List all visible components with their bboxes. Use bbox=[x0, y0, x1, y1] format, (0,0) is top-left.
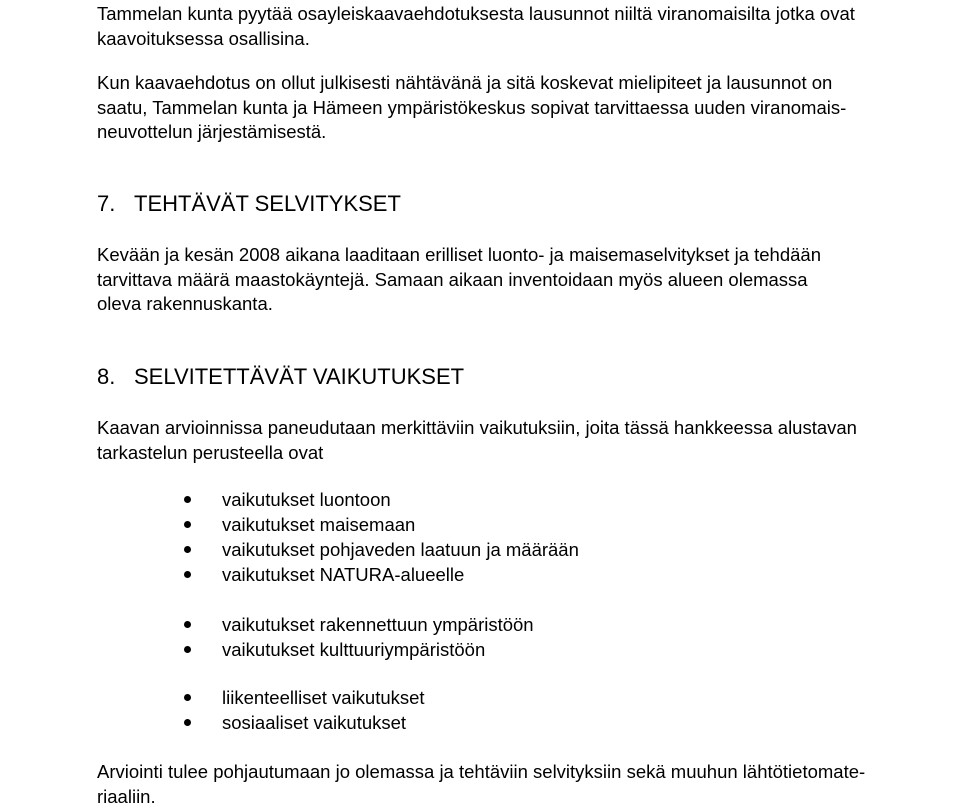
list-item bbox=[222, 613, 534, 638]
list-item bbox=[222, 513, 415, 538]
list-item bbox=[222, 563, 464, 588]
text-line: saatu, Tammelan kunta ja Hämeen ympäristökeskus sopivat tarvittaessa uuden viranomais- bbox=[97, 96, 846, 121]
list-item bbox=[222, 538, 579, 563]
text-line: oleva rakennuskanta. bbox=[97, 292, 821, 317]
bullet-icon bbox=[184, 521, 191, 528]
bullet-icon bbox=[184, 694, 191, 701]
section-number: 8. bbox=[97, 364, 134, 390]
text-line: Tammelan kunta pyytää osayleiskaavaehdotuksesta lausunnot niiltä viranomaisilta jotka ovat bbox=[97, 2, 855, 27]
bullet-icon bbox=[184, 571, 191, 578]
paragraph-negotiation bbox=[97, 71, 846, 145]
paragraph-impacts-intro bbox=[97, 416, 857, 465]
list-item bbox=[222, 638, 485, 663]
list-item-text: vaikutukset maisemaan bbox=[222, 514, 415, 535]
list-item-text: vaikutukset luontoon bbox=[222, 489, 391, 510]
text-line: Kaavan arvioinnissa paneudutaan merkittäviin vaikutuksiin, joita tässä hankkeessa alustavan bbox=[97, 416, 857, 441]
section-number: 7. bbox=[97, 191, 134, 217]
bullet-icon bbox=[184, 621, 191, 628]
list-item-text: vaikutukset pohjaveden laatuun ja määrään bbox=[222, 539, 579, 560]
list-item bbox=[222, 488, 391, 513]
text-line: kaavoituksessa osallisina. bbox=[97, 27, 855, 52]
list-item-text: vaikutukset kulttuuriympäristöön bbox=[222, 639, 485, 660]
bullet-icon bbox=[184, 646, 191, 653]
paragraph-assessment bbox=[97, 760, 865, 809]
text-line: tarvittava määrä maastokäyntejä. Samaan aikaan inventoidaan myös alueen olemassa bbox=[97, 268, 821, 293]
text-line: tarkastelun perusteella ovat bbox=[97, 441, 857, 466]
text-line: Arviointi tulee pohjautumaan jo olemassa ja tehtäviin selvityksiin sekä muuhun lähtötietomate- bbox=[97, 760, 865, 785]
list-item bbox=[222, 686, 425, 711]
text-line: Kevään ja kesän 2008 aikana laaditaan erilliset luonto- ja maisemaselvitykset ja tehdään bbox=[97, 243, 821, 268]
paragraph-surveys bbox=[97, 243, 821, 317]
bullet-icon bbox=[184, 496, 191, 503]
text-line: riaaliin. bbox=[97, 785, 865, 809]
section-heading-8 bbox=[97, 364, 464, 390]
text-line: neuvottelun järjestämisestä. bbox=[97, 120, 846, 145]
section-title: SELVITETTÄVÄT VAIKUTUKSET bbox=[134, 364, 464, 389]
bullet-icon bbox=[184, 719, 191, 726]
section-heading-7 bbox=[97, 191, 401, 217]
text-line: Kun kaavaehdotus on ollut julkisesti nähtävänä ja sitä koskevat mielipiteet ja lausunnot on bbox=[97, 71, 846, 96]
paragraph-consultation bbox=[97, 2, 855, 51]
list-item bbox=[222, 711, 406, 736]
list-item-text: vaikutukset NATURA-alueelle bbox=[222, 564, 464, 585]
list-item-text: sosiaaliset vaikutukset bbox=[222, 712, 406, 733]
list-item-text: vaikutukset rakennettuun ympäristöön bbox=[222, 614, 534, 635]
list-item-text: liikenteelliset vaikutukset bbox=[222, 687, 425, 708]
section-title: TEHTÄVÄT SELVITYKSET bbox=[134, 191, 401, 216]
bullet-icon bbox=[184, 546, 191, 553]
